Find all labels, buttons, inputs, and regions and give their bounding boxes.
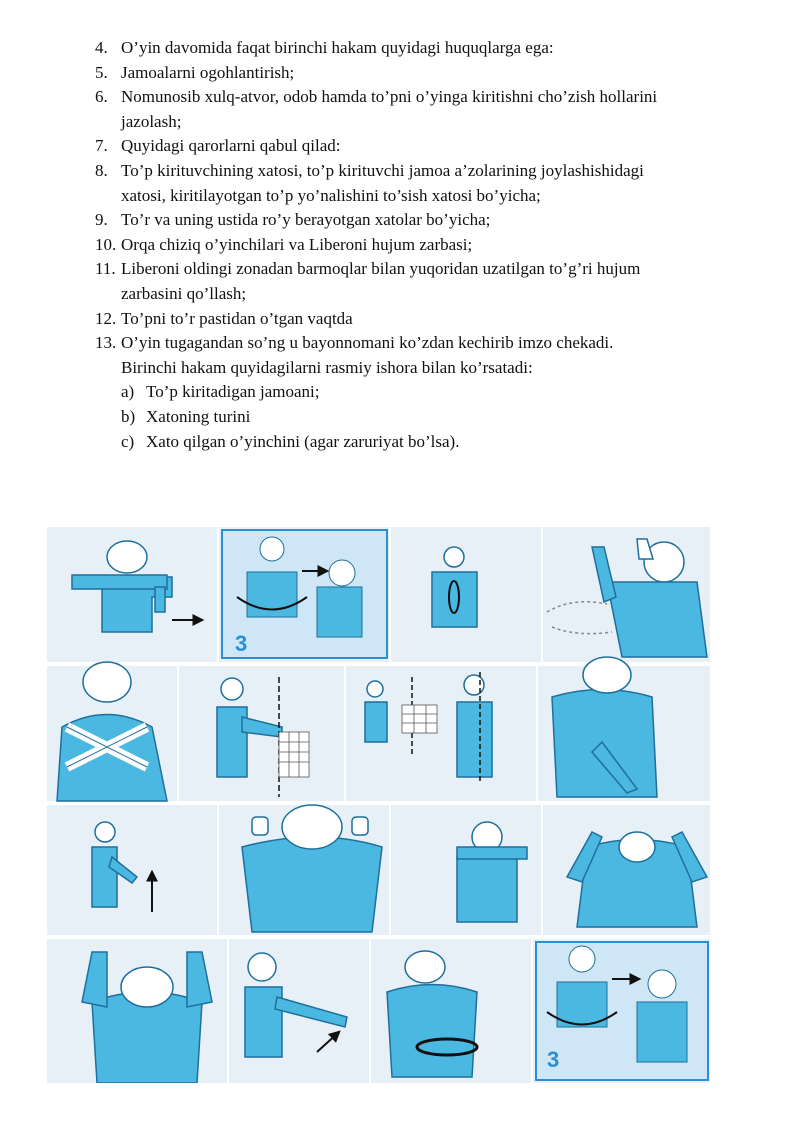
sub-item-letter: b) bbox=[121, 406, 136, 426]
sub-item-letter: c) bbox=[121, 431, 135, 451]
item-text: O’yin davomida faqat birinchi hakam quyidagi huquqlarga ega: bbox=[121, 38, 554, 57]
item-number: 13. bbox=[95, 333, 117, 353]
sub-list-item bbox=[95, 405, 735, 430]
item-text: Jamoalarni ogohlantirish; bbox=[121, 62, 295, 82]
list-item bbox=[95, 159, 735, 184]
signal-panel-12 bbox=[567, 832, 707, 927]
list-item bbox=[95, 233, 735, 258]
item-continuation: xatosi, kiritilayotgan to’p yo’nalishini to’sish xatosi bo’yicha; bbox=[121, 185, 541, 205]
list-item bbox=[95, 61, 735, 86]
item-text: Nomunosib xulq-atvor, odob hamda to’pni o’yinga kiritishni cho’zish hollarini bbox=[121, 87, 658, 107]
item-number: 5. bbox=[95, 62, 108, 82]
item-text: To’p kirituvchining xatosi, to’p kirituvchi jamoa a’zolarining joylashishidagi bbox=[121, 160, 644, 180]
item-text: Orqa chiziq o’yinchilari va Liberoni hujum zarbasi; bbox=[121, 234, 473, 254]
list-item bbox=[95, 208, 735, 233]
signal-panel-10 bbox=[242, 805, 382, 932]
item-number: 12. bbox=[95, 308, 117, 328]
panel-number: 3 bbox=[547, 1047, 560, 1072]
referee-signals-figure bbox=[47, 527, 710, 1083]
item-text: To’pni to’r pastidan o’tgan vaqtda bbox=[121, 308, 353, 328]
item-number: 11. bbox=[95, 259, 116, 279]
list-item bbox=[95, 331, 735, 356]
item-number: 8. bbox=[95, 160, 108, 180]
sub-item-text: Xato qilgan o’yinchini (agar zaruriyat bo’lsa). bbox=[146, 431, 460, 451]
list-item bbox=[95, 257, 735, 282]
sub-item-text: To’p kiritadigan jamoani; bbox=[146, 382, 320, 402]
signal-panel-2 bbox=[222, 530, 387, 658]
item-number: 4. bbox=[95, 38, 108, 57]
panel-number: 3 bbox=[235, 631, 248, 656]
sub-item-letter: a) bbox=[121, 382, 135, 402]
item-text: To’r va uning ustida ro’y berayotgan xatolar bo’yicha; bbox=[121, 210, 491, 230]
list-item bbox=[95, 85, 735, 110]
item-text: O’yin tugagandan so’ng u bayonnomani ko’zdan kechirib imzo chekadi. bbox=[121, 333, 614, 353]
signal-panel-16 bbox=[536, 942, 708, 1080]
signal-panel-13 bbox=[82, 952, 212, 1083]
sub-item-text: Xatoning turini bbox=[146, 406, 251, 426]
item-number: 9. bbox=[95, 210, 108, 230]
item-number: 6. bbox=[95, 87, 108, 107]
list-item bbox=[95, 134, 735, 159]
item-number: 10. bbox=[95, 234, 117, 254]
sub-list-item bbox=[95, 380, 735, 405]
rules-text bbox=[95, 36, 735, 454]
item-continuation: Birinchi hakam quyidagilarni rasmiy ishora bilan ko’rsatadi: bbox=[121, 357, 533, 377]
sub-list-item bbox=[95, 430, 735, 455]
item-continuation: zarbasini qo’llash; bbox=[121, 283, 247, 303]
list-item bbox=[95, 307, 735, 332]
item-number: 7. bbox=[95, 136, 108, 156]
item-text: Quyidagi qarorlarni qabul qilad: bbox=[121, 136, 341, 156]
item-continuation: jazolash; bbox=[121, 111, 182, 131]
list-item bbox=[95, 36, 735, 61]
item-text: Liberoni oldingi zonadan barmoqlar bilan yuqoridan uzatilgan to’g’ri hujum bbox=[121, 259, 641, 279]
